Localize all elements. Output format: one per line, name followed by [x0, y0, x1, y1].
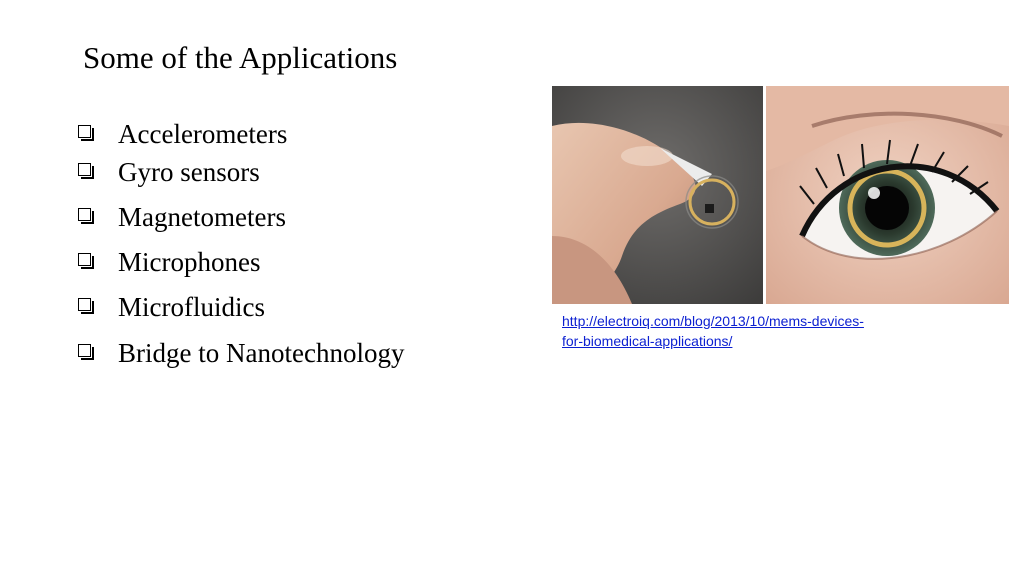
source-link-line-1[interactable]: http://electroiq.com/blog/2013/10/mems-devices-: [562, 313, 864, 329]
checkbox-bullet-icon: [78, 163, 96, 181]
bullet-item-gyro-sensors: [78, 154, 260, 190]
bullet-label: Bridge to Nanotechnology: [118, 338, 405, 368]
source-link-line-2[interactable]: for-biomedical-applications/: [562, 333, 733, 349]
bullet-item-accelerometers: [78, 116, 287, 152]
smart-contact-lens-photo: [552, 86, 1009, 304]
bullet-label: Accelerometers: [118, 119, 288, 149]
eye-panel: [766, 86, 1009, 304]
bullet-item-magnetometers: [78, 199, 286, 235]
slide-title: Some of the Applications: [83, 40, 398, 75]
checkbox-bullet-icon: [78, 125, 96, 143]
checkbox-bullet-icon: [78, 298, 96, 316]
finger-lens-panel: [552, 86, 763, 304]
checkbox-bullet-icon: [78, 208, 96, 226]
bullet-label: Microphones: [118, 247, 261, 277]
source-link[interactable]: [562, 311, 952, 351]
bullet-label: Microfluidics: [118, 292, 265, 322]
bullet-label: Magnetometers: [118, 202, 286, 232]
bullet-label: Gyro sensors: [118, 157, 260, 187]
bullet-item-bridge-to-nanotechnology: [78, 335, 404, 371]
bullet-item-microfluidics: [78, 289, 265, 325]
checkbox-bullet-icon: [78, 344, 96, 362]
bullet-item-microphones: [78, 244, 260, 280]
checkbox-bullet-icon: [78, 253, 96, 271]
